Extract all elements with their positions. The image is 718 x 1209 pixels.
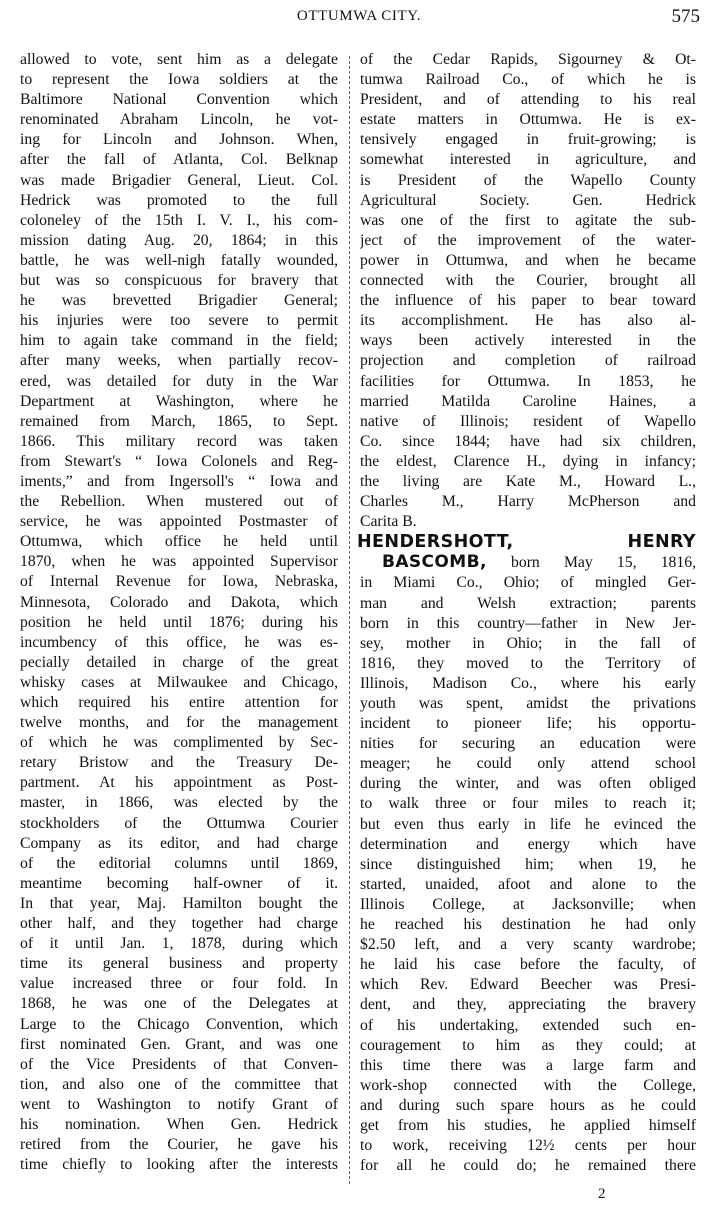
- text-line: was made Brigadier General, Lieut. Col.: [20, 171, 338, 189]
- text-line: nities for securing an education were: [360, 735, 696, 753]
- running-head: [0, 6, 718, 28]
- biography-heading-rest: born May 15, 1816,: [486, 554, 696, 572]
- text-line: Department at Washington, where he: [20, 392, 338, 410]
- text-line: partment. At his appointment as Post-: [20, 774, 338, 792]
- text-line: somewhat interested in agriculture, and: [360, 151, 696, 169]
- text-line: of which he was complimented by Sec-: [20, 734, 338, 752]
- text-line: to represent the Iowa soldiers at the: [20, 71, 338, 89]
- text-line: of Internal Revenue for Iowa, Nebraska,: [20, 573, 338, 591]
- text-line: from Stewart's “ Iowa Colonels and Reg-: [20, 452, 338, 470]
- text-line: born in this country—father in New Jer-: [360, 614, 696, 632]
- text-line: him to again take command in the field;: [20, 332, 338, 350]
- text-line: ered, was detailed for duty in the War: [20, 372, 338, 390]
- text-line: remained from March, 1865, to Sept.: [20, 412, 338, 430]
- text-line: Co. since 1844; have had six children,: [360, 432, 696, 450]
- text-line: of the Vice Presidents of that Conven-: [20, 1055, 338, 1073]
- text-line: Charles M., Harry McPherson and: [360, 493, 696, 511]
- text-line: native of Illinois; resident of Wapello: [360, 412, 696, 430]
- text-line: value increased three or four fold. In: [20, 975, 338, 993]
- text-line: married Matilda Caroline Haines, a: [360, 392, 696, 410]
- text-line: was one of the first to agitate the sub-: [360, 211, 696, 229]
- text-line: coloneley of the 15th I. V. I., his com-: [20, 211, 338, 229]
- text-line: service, he was appointed Postmaster of: [20, 513, 338, 531]
- text-line: master, in 1866, was elected by the: [20, 794, 338, 812]
- text-line: stockholders of the Ottumwa Courier: [20, 814, 338, 832]
- page-number: 575: [671, 6, 700, 27]
- column-rule: [349, 56, 350, 1184]
- text-line: allowed to vote, sent him as a delegate: [20, 51, 338, 68]
- text-line: after many weeks, when partially recov-: [20, 352, 338, 370]
- text-line: Large to the Chicago Convention, which: [20, 1015, 338, 1033]
- text-line: estate matters in Ottumwa. He is ex-: [360, 111, 696, 129]
- text-line: ject of the improvement of the water-: [360, 231, 696, 249]
- biography-heading-continuation: [360, 552, 696, 573]
- text-line: ways been actively interested in the: [360, 332, 696, 350]
- text-line: position he held until 1876; during his: [20, 613, 338, 631]
- text-line: sey, mother in Ohio; in the fall of: [360, 634, 696, 652]
- text-line: time chiefly to looking after the interests: [20, 1156, 338, 1174]
- text-line: he was brevetted Brigadier General;: [20, 292, 338, 310]
- text-line: started, unaided, afoot and alone to the: [360, 875, 696, 893]
- text-line: Agricultural Society. Gen. Hedrick: [360, 191, 696, 209]
- text-line: incident to pioneer life; his opportu-: [360, 715, 696, 733]
- right-column-text-before: [360, 50, 696, 532]
- text-line: pecially detailed in charge of the great: [20, 653, 338, 671]
- text-line: incumbency of this office, he was es-: [20, 633, 338, 651]
- text-line: which required his entire attention for: [20, 694, 338, 711]
- text-line: Hedrick was promoted to the full: [20, 191, 338, 209]
- text-line: his injuries were too severe to permit: [20, 312, 338, 330]
- text-line: twelve months, and for the management: [20, 714, 338, 732]
- text-line: couragement to him as they could; at: [360, 1036, 696, 1054]
- text-line: but was so conspicuous for bravery that: [20, 272, 338, 290]
- text-line: this time there was a large farm and: [360, 1056, 696, 1074]
- signature-mark: 2: [598, 1186, 606, 1202]
- text-line: work-shop connected with the College,: [360, 1076, 696, 1094]
- text-line: of it until Jan. 1, 1878, during which: [20, 935, 338, 953]
- text-line: In that year, Maj. Hamilton bought the: [20, 894, 338, 912]
- text-line: retary Bristow and the Treasury De-: [20, 754, 338, 772]
- text-line: connected with the Courier, brought all: [360, 272, 696, 290]
- text-line: $2.50 left, and a very scanty wardrobe;: [360, 936, 696, 954]
- text-line: and during such spare hours as he could: [360, 1096, 696, 1114]
- text-line: Illinois, Madison Co., where his early: [360, 674, 696, 692]
- text-line: the Rebellion. When mustered out of: [20, 493, 338, 511]
- running-title: OTTUMWA CITY.: [296, 8, 422, 24]
- text-line: his nomination. When Gen. Hedrick: [20, 1115, 338, 1133]
- text-line: which Rev. Edward Beecher was Presi-: [360, 976, 696, 994]
- text-line: after the fall of Atlanta, Col. Belknap: [20, 151, 338, 169]
- text-line: the living are Kate M., Howard L.,: [360, 472, 696, 490]
- text-line: 1866. This military record was taken: [20, 432, 338, 450]
- text-line: Company as its editor, and had charge: [20, 834, 338, 852]
- text-line: of the editorial columns until 1869,: [20, 854, 338, 872]
- text-line: time its general business and property: [20, 955, 338, 973]
- biography-heading-name: BASCOMB,: [382, 552, 487, 573]
- text-line: tion, and also one of the committee that: [20, 1075, 338, 1093]
- text-line: battle, he was well-nigh fatally wounded,: [20, 251, 338, 269]
- text-line: during the winter, and was often obliged: [360, 775, 696, 793]
- text-line: he laid his case before the faculty, of: [360, 956, 696, 974]
- text-line: is President of the Wapello County: [360, 171, 696, 189]
- text-line: for all he could do; he remained there: [360, 1157, 696, 1175]
- text-line: its accomplishment. He has also al-: [360, 312, 696, 330]
- text-line: Minnesota, Colorado and Dakota, which: [20, 593, 338, 611]
- text-line: the influence of his paper to bear toward: [360, 292, 696, 310]
- text-line: 1870, when he was appointed Supervisor: [20, 553, 338, 571]
- text-line: get from his studies, he applied himself: [360, 1116, 696, 1134]
- text-line: but even thus early in life he evinced the: [360, 815, 696, 833]
- left-column: [20, 50, 338, 1175]
- text-line: Ottumwa, which office he held until: [20, 533, 338, 551]
- biography-heading: HENDERSHOTT, HENRY: [357, 532, 696, 553]
- text-line: of the Cedar Rapids, Sigourney & Ot-: [360, 51, 696, 68]
- text-line: went to Washington to notify Grant of: [20, 1095, 338, 1113]
- text-line: tumwa Railroad Co., of which he is: [360, 71, 696, 89]
- text-line: Illinois College, at Jacksonville; when: [360, 895, 696, 913]
- text-line: President, and of attending to his real: [360, 91, 696, 109]
- text-line: to work, receiving 12½ cents per hour: [360, 1137, 696, 1155]
- text-line: whisky cases at Milwaukee and Chicago,: [20, 673, 338, 691]
- text-line: other half, and they together had charge: [20, 915, 338, 933]
- text-line: power in Ottumwa, and when he became: [360, 251, 696, 269]
- text-line: tensively engaged in fruit-growing; is: [360, 131, 696, 149]
- text-line: in Miami Co., Ohio; of mingled Ger-: [360, 574, 696, 592]
- text-line: meager; he could only attend school: [360, 755, 696, 773]
- text-line: 1868, he was one of the Delegates at: [20, 995, 338, 1013]
- text-line: 1816, they moved to the Territory of: [360, 654, 696, 672]
- text-line: of his undertaking, extended such en-: [360, 1016, 696, 1034]
- right-column-text-after: [360, 573, 696, 1176]
- text-line: first nominated Gen. Grant, and was one: [20, 1035, 338, 1053]
- text-line: since distinguished him; when 19, he: [360, 855, 696, 873]
- text-line: mission dating Aug. 20, 1864; in this: [20, 231, 338, 249]
- text-line: facilities for Ottumwa. In 1853, he: [360, 372, 696, 390]
- text-line: man and Welsh extraction; parents: [360, 594, 696, 612]
- text-line: he reached his destination he had only: [360, 916, 696, 934]
- text-line: Baltimore National Convention which: [20, 91, 338, 109]
- right-column: [357, 50, 696, 1176]
- text-line: youth was spent, amidst the privations: [360, 695, 696, 712]
- text-line: projection and completion of railroad: [360, 352, 696, 370]
- text-line: to walk three or four miles to reach it;: [360, 795, 696, 813]
- text-line: meantime becoming half-owner of it.: [20, 874, 338, 892]
- text-line: retired from the Courier, he gave his: [20, 1136, 338, 1154]
- text-line: dent, and they, appreciating the bravery: [360, 996, 696, 1014]
- text-line: iments,” and from Ingersoll's “ Iowa and: [20, 472, 338, 490]
- text-line: determination and energy which have: [360, 835, 696, 853]
- text-line: the eldest, Clarence H., dying in infancy;: [360, 452, 696, 470]
- text-line: renominated Abraham Lincoln, he vot-: [20, 111, 338, 129]
- text-line: Carita B.: [360, 513, 417, 531]
- text-line: ing for Lincoln and Johnson. When,: [20, 131, 338, 149]
